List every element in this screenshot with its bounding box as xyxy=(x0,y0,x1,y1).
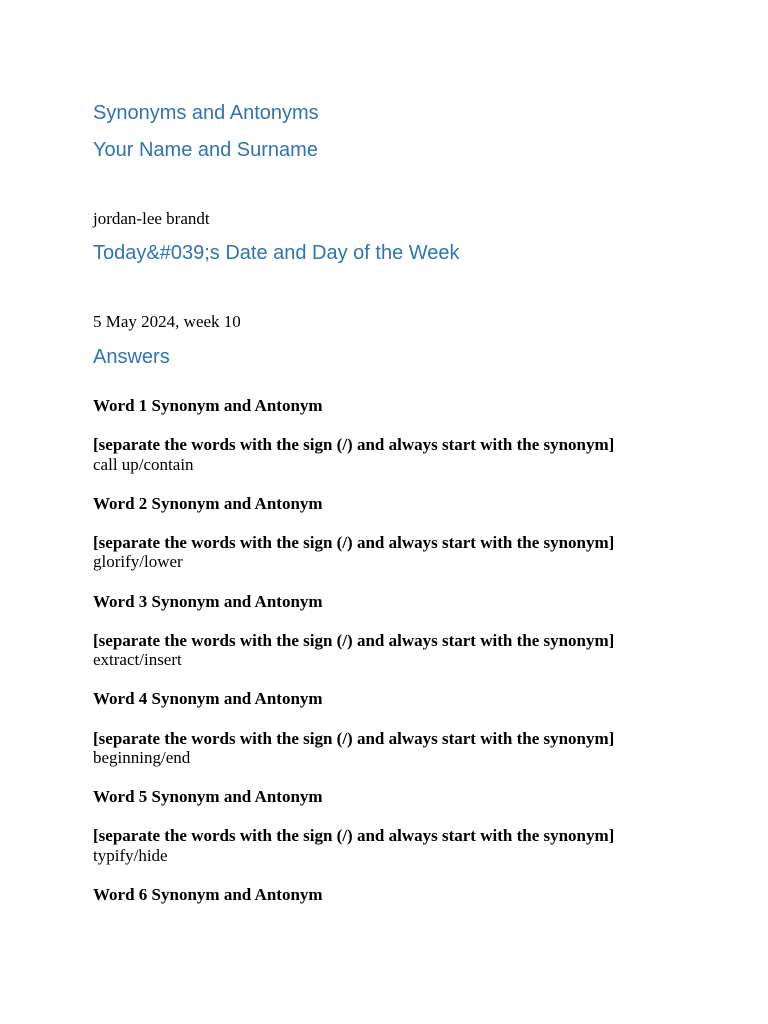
word-instruction: [separate the words with the sign (/) and always start with the synonym] xyxy=(93,826,615,845)
name-heading: Your Name and Surname xyxy=(93,139,318,161)
date-heading: Today&#039;s Date and Day of the Week xyxy=(93,242,460,264)
name-value: jordan-lee brandt xyxy=(93,209,210,228)
word-instruction: [separate the words with the sign (/) and always start with the synonym] xyxy=(93,631,615,650)
word-answer: call up/contain xyxy=(93,455,194,474)
word-answer: glorify/lower xyxy=(93,552,183,571)
word-label: Word 5 Synonym and Antonym xyxy=(93,787,323,806)
word-label: Word 4 Synonym and Antonym xyxy=(93,689,323,708)
word-label: Word 3 Synonym and Antonym xyxy=(93,592,323,611)
word-label: Word 1 Synonym and Antonym xyxy=(93,396,323,415)
word-instruction: [separate the words with the sign (/) and always start with the synonym] xyxy=(93,435,615,454)
document-title: Synonyms and Antonyms xyxy=(93,102,319,124)
word-answer: beginning/end xyxy=(93,748,191,767)
word-instruction: [separate the words with the sign (/) and always start with the synonym] xyxy=(93,729,615,748)
word-instruction: [separate the words with the sign (/) and always start with the synonym] xyxy=(93,533,615,552)
word-answer: typify/hide xyxy=(93,846,168,865)
answers-heading: Answers xyxy=(93,346,170,368)
word-answer: extract/insert xyxy=(93,650,182,669)
word-label: Word 2 Synonym and Antonym xyxy=(93,494,323,513)
word-label: Word 6 Synonym and Antonym xyxy=(93,885,323,904)
date-value: 5 May 2024, week 10 xyxy=(93,312,241,331)
